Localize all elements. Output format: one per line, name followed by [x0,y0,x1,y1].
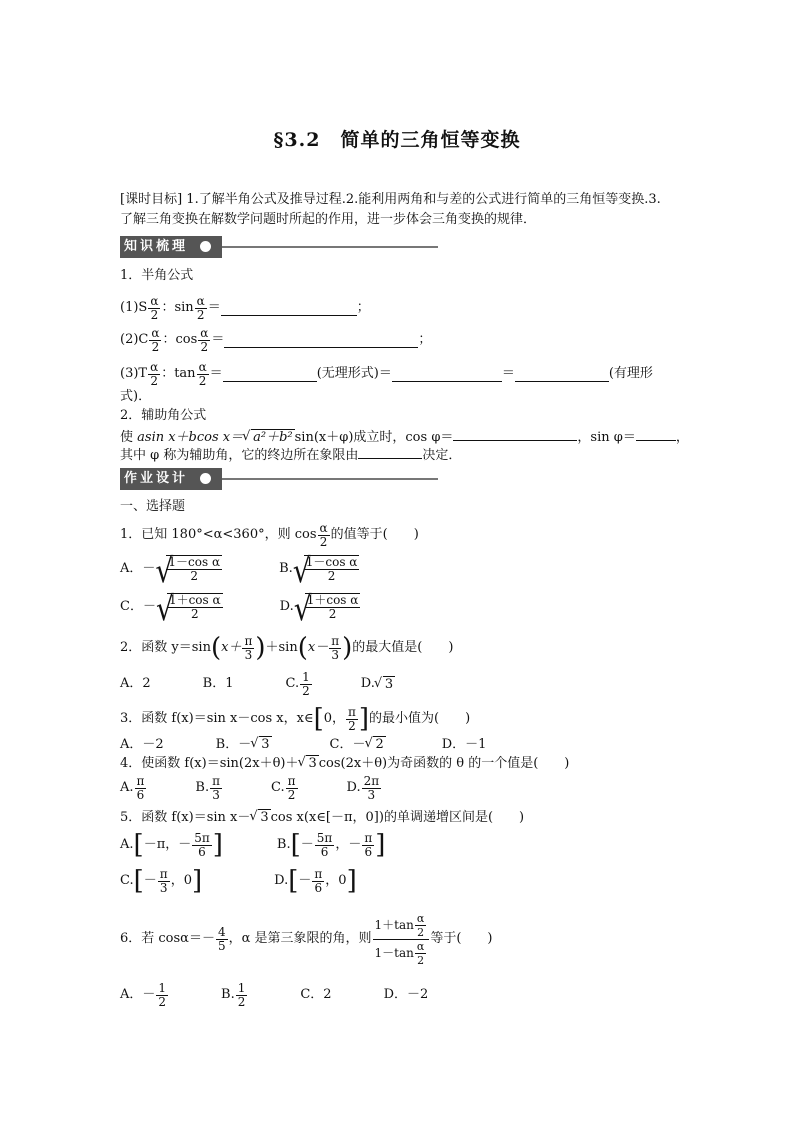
denominator: 6 [136,787,145,802]
fraction [135,775,147,802]
fraction [286,775,298,802]
blank-answer[interactable] [392,367,502,382]
section-header-label: 作业设计 [120,468,222,490]
denominator: 2 [417,925,425,939]
goal-label: [课时目标] [120,192,183,207]
aux-text: ，sin φ＝ [577,430,636,445]
formula-trig: ：tan [161,366,196,381]
fraction [156,982,168,1009]
option-label[interactable]: C．2 [300,987,332,1002]
question-text: 2．函数 y＝sin [120,640,211,655]
fraction: $\frac{\alpha}{2}$ [151,325,160,354]
question-text: 5．函数 f(x)＝sin x－ [120,810,251,825]
fraction [315,832,335,859]
numerator: 1 [237,980,246,995]
fraction: $\frac{\alpha}{2}$ [150,293,159,322]
formula-trig: ：cos [162,332,198,347]
part-heading: 一、选择题 [120,499,186,514]
numerator: 5π [194,830,210,845]
formula-end: ； [418,332,432,347]
radicand: 3 [261,737,270,752]
blank-answer[interactable] [636,426,676,441]
radicand: 3 [260,810,269,825]
question-6-options [120,978,428,1012]
option-label[interactable]: D. [360,676,375,691]
question-4-stem [120,755,569,772]
denominator: 3 [367,787,376,802]
interval: － [300,837,314,852]
aux-line-2 [120,444,461,464]
sqrt-fraction: √ $\frac{\text{1－cos α}}{2}$ [292,550,358,591]
question-4-options [120,772,382,804]
denominator: 3 [159,880,168,895]
option-label[interactable]: B．1 [202,676,234,691]
fraction: $\frac{\alpha}{2}$ [319,520,328,549]
fraction: $\frac{\alpha}{2}$ [200,325,209,354]
equals: ＝ [211,332,225,347]
fraction [242,635,254,662]
option-label[interactable]: D．－1 [441,737,487,752]
interval: －π，－ [143,837,192,852]
radicand: a²＋b² [253,430,293,445]
aux-text: 使 [120,430,138,445]
denominator: 3 [212,787,220,802]
fraction [158,868,170,895]
option-label[interactable]: B. [195,780,210,795]
interval: ，0 [325,873,347,888]
option-label[interactable]: A. [120,837,134,852]
question-6-stem [120,904,492,974]
goal-text: 1.了解半角公式及推导过程.2.能利用两角和与差的公式进行简单的三角恒等变换.3.了解三角变换在解数学问题时所起的作用，进一步体会三角变换的规律． [120,192,661,227]
option-label[interactable]: B. [279,561,293,576]
fraction [362,832,374,859]
formula-trig: ：sin [161,300,194,315]
option-label[interactable]: A. [120,780,134,795]
option-label[interactable]: C. [271,780,285,795]
numerator: π [212,773,220,788]
sqrt-fraction: √ $\frac{\text{1＋cos α}}{2}$ [155,588,221,629]
numerator: 1＋cos α [306,593,359,607]
interval: ，－ [335,837,362,852]
question-5-options-cd: C. [ － $\frac{\pi}{3}$ ，0 ] D. [ － $\frac{\pi}{6}$ ，0 ] [120,866,357,896]
sqrt-fraction: √ $\frac{\text{1－cos α}}{2}$ [155,550,221,591]
denominator: 6 [364,844,373,859]
question-text: 1．已知 180°<α<360°，则 cos [120,527,317,542]
interval: － [298,873,312,888]
sqrt-expression [306,755,318,772]
numerator: π [331,633,340,648]
denominator: 1－tan [374,945,414,960]
question-2-options [120,668,395,700]
radicand: 2 [375,737,384,752]
formula-prefix: (3)T [120,366,148,381]
numerator: π [314,866,323,881]
fraction [236,982,248,1009]
numerator: 1 [158,980,167,995]
page-title: §3.2 简单的三角恒等变换 [273,129,521,151]
fraction [312,868,324,895]
aux-text: 其中 φ 称为辅助角，它的终边所在象限由 [120,448,359,463]
fraction: $\frac{\alpha}{2}$ [150,359,159,388]
fraction [216,926,228,953]
denominator: 2 [190,569,199,583]
formula-line-1 [120,290,370,326]
fraction [192,832,212,859]
formula-line-3-cont: 式)． [120,389,152,404]
question-text: cos(2x＋θ)为奇函数的 θ 的一个值是( ) [318,756,570,771]
formula-prefix: (1)S [120,300,148,315]
question-text: 4．使函数 f(x)＝sin(2x＋θ)＋ [120,756,299,771]
option-label[interactable]: B. [221,987,235,1002]
question-1-options-cd [120,588,361,629]
question-2-stem: 2．函数 y＝sin ( x＋ $\frac{\pi}{3}$ ) ＋sin ( x－ $\frac{\pi}{3}$ ) 的最大值是( ) [120,633,454,663]
numerator: 1 [302,669,310,684]
sqrt-expression [373,736,385,753]
formula-line-3 [120,356,653,392]
question-3-options [120,736,486,753]
question-text: ，α 是第三象限的角，则 [228,931,372,946]
numerator: 1－cos α [168,555,221,569]
denominator: 6 [320,844,329,859]
sqrt-expression [383,676,395,693]
bullet-dot-icon [200,473,211,484]
question-text: 的值等于( ) [330,527,419,542]
radicand: 3 [308,756,317,771]
numerator: π [348,704,356,719]
denominator: 2 [190,607,199,621]
numerator: 5π [316,830,333,845]
option-label[interactable]: D. [346,780,361,795]
compound-fraction [373,912,430,967]
item-aux-angle: 2．辅助角公式 [120,408,207,423]
fraction: $\frac{\alpha}{2}$ [196,293,205,322]
question-text: 等于( ) [430,931,493,946]
divider [222,478,438,480]
blank-answer[interactable] [221,301,357,316]
numerator: 1－cos α [305,555,358,569]
option-label[interactable]: A．－2 [120,737,164,752]
expr: x＋ [221,640,242,655]
numerator: α [416,911,425,925]
numerator: 1＋cos α [168,593,221,607]
radicand: 3 [384,676,394,692]
numerator: π [287,773,296,788]
blank-answer[interactable] [358,444,422,459]
denominator: 2 [287,787,296,802]
numerator: 2π [363,773,380,788]
fraction [329,635,341,662]
question-3-stem: 3．函数 f(x)＝sin x－cos x，x∈ [ 0， $\frac{\pi}{2}$ ] 的最小值为( ) [120,704,471,734]
numerator: π [244,633,253,648]
denominator: 2 [302,683,310,698]
denominator: 6 [198,844,206,859]
interval: ，0 [170,873,192,888]
sqrt-expression [259,736,271,753]
option-label[interactable]: B. [276,837,291,852]
option-label[interactable]: D．－2 [383,987,429,1002]
sqrt-expression [258,809,270,826]
option-label[interactable]: D. [274,873,289,888]
option-label[interactable]: C. [120,873,134,888]
formula-line-2 [120,322,431,358]
denominator: 3 [244,647,253,662]
option-label[interactable]: B．－ [215,737,252,752]
fraction [362,775,382,802]
aux-text: asin x＋bcos x＝ [137,430,244,445]
option-label[interactable]: A．－ [120,561,156,576]
formula-text: (有理形 [608,366,653,381]
lesson-goal [120,190,670,230]
divider [222,246,438,248]
question-text: cos x(x∈[－π，0])的单调递增区间是( ) [270,810,525,825]
option-label[interactable]: C．－ [329,737,366,752]
denominator: 2 [348,718,356,733]
formula-prefix: (2)C [120,332,149,347]
blank-answer[interactable] [223,367,317,382]
equals: ＝ [501,366,515,381]
numerator: 1＋tan [374,917,414,932]
question-text: 的最大值是( ) [352,640,454,655]
denominator: 2 [328,607,337,621]
denominator: 2 [417,953,425,967]
numerator: 4 [217,924,226,939]
question-text: 6．若 cosα＝－ [120,931,215,946]
formula-text: (无理形式)＝ [316,366,392,381]
equals: ＝ [207,300,221,315]
option-label[interactable]: C. [285,676,300,691]
aux-line-1 [120,426,689,446]
numerator: π [159,866,168,881]
blank-answer[interactable] [453,426,577,441]
denominator: 5 [217,938,226,953]
numerator: π [136,773,145,788]
question-text: 3．函数 f(x)＝sin x－cos x，x∈ [120,711,314,726]
denominator: 3 [331,647,339,662]
blank-answer[interactable] [224,333,418,348]
question-text: ＋sin [265,640,298,655]
numerator: α [416,939,425,953]
question-5-stem [120,809,524,826]
fraction: $\frac{\alpha}{2}$ [198,359,207,388]
aux-text: 决定． [422,448,462,463]
section-header-label: 知识梳理 [120,236,222,258]
interval: 0， [323,711,345,726]
fraction [210,775,222,802]
sqrt-fraction: √ $\frac{\text{1＋cos α}}{2}$ [293,588,359,629]
section-header-homework [120,468,438,492]
expr: x－ [307,640,329,655]
aux-text: ， [675,430,689,445]
blank-answer[interactable] [515,367,609,382]
fraction [300,671,312,698]
equals: ＝ [209,366,223,381]
bullet-dot-icon [200,241,211,252]
denominator: 6 [314,880,323,895]
item-half-angle: 1．半角公式 [120,268,194,283]
option-label[interactable]: D. [279,599,294,614]
section-header-knowledge [120,236,438,260]
denominator: 2 [327,569,336,583]
formula-end: ； [356,300,370,315]
option-label[interactable]: A．2 [120,676,151,691]
denominator: 2 [158,994,167,1009]
numerator: π [364,830,373,845]
question-text: 的最小值为( ) [369,711,471,726]
question-5-options-ab: A. [ －π，－ $\frac{5\pi}{6}$ ] B. [ － $\frac{5\pi}{6}$ ，－ $\frac{\pi}{6}$ ] [120,830,386,860]
option-label[interactable]: A．－ [120,987,156,1002]
denominator: 2 [237,994,246,1009]
aux-text: sin(x＋φ)成立时，cos φ＝ [294,430,454,445]
fraction [346,706,358,733]
question-1-options-ab [120,550,360,591]
option-label[interactable]: C．－ [120,599,156,614]
interval: － [143,873,157,888]
